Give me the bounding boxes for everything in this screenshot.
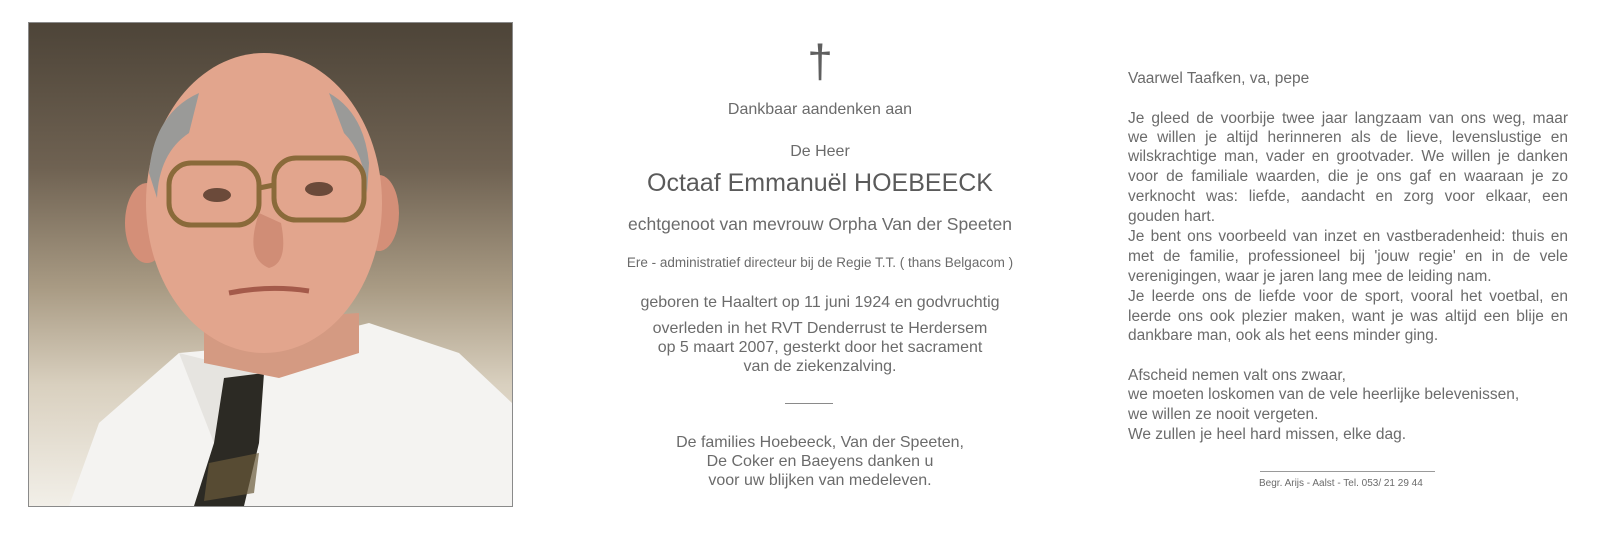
tribute-line: gouden hart. <box>1128 208 1216 225</box>
memorial-heading: Dankbaar aandenken aan <box>727 101 913 118</box>
life-line: van de ziekenzalving. <box>743 358 897 375</box>
closing-line: We zullen je heel hard missen, elke dag. <box>1128 426 1407 443</box>
tribute-line: met de familie, professioneel bij 'jouw regie' en in de vele <box>1128 248 1568 265</box>
life-line: overleden in het RVT Denderrust te Herdersem <box>652 320 988 337</box>
tribute-line: voor de familiale waarden, die je ons gaf en waaraan je zo <box>1128 168 1568 185</box>
tribute-line: dankbare man, ook als het eens minder ging. <box>1128 327 1439 344</box>
divider <box>785 403 833 404</box>
life-line: geboren te Haaltert op 11 juni 1924 en godvruchtig <box>640 294 1000 311</box>
family-line: De Coker en Baeyens danken u <box>706 453 934 470</box>
portrait-illustration <box>29 23 512 506</box>
deceased-name: Octaaf Emmanuël HOEBEECK <box>647 169 993 197</box>
footer-divider <box>1260 471 1435 472</box>
closing-line: Afscheid nemen valt ons zwaar, <box>1128 367 1346 384</box>
cross-icon: † <box>807 35 833 87</box>
closing-line: we willen ze nooit vergeten. <box>1128 406 1319 423</box>
occupation-line: Ere - administratief directeur bij de Regie T.T. ( thans Belgacom ) <box>626 255 1014 270</box>
tribute-line: Je bent ons voorbeeld van inzet en vastberadenheid: thuis en <box>1128 228 1568 245</box>
life-line: op 5 maart 2007, gesterkt door het sacrament <box>657 339 983 356</box>
tribute-line: we willen je altijd herinneren als de lieve, levenslustige en <box>1128 129 1568 146</box>
portrait-photo <box>28 22 513 507</box>
spouse-line: echtgenoot van mevrouw Orpha Van der Speeten <box>628 214 1012 234</box>
tribute-line: Je gleed de voorbije twee jaar langzaam van ons weg, maar <box>1128 110 1568 127</box>
tribute-line: leerde ons ook plezier maken, want je was altijd een blije en <box>1128 308 1568 325</box>
title-prefix: De Heer <box>790 143 850 160</box>
closing-line: we moeten loskomen van de vele heerlijke belevenissen, <box>1128 386 1520 403</box>
farewell-line: Vaarwel Taafken, va, pepe <box>1128 70 1310 87</box>
family-line: voor uw blijken van medeleven. <box>708 472 932 489</box>
tribute-line: wilskrachtige man, vader en grootvader. We willen je danken <box>1128 148 1568 165</box>
tribute-line: verknocht was: liefde, aandacht en zorg voor elkaar, een <box>1128 188 1568 205</box>
memorial-column <box>560 0 1080 539</box>
funeral-home-credit: Begr. Arijs - Aalst - Tel. 053/ 21 29 44 <box>1259 478 1423 489</box>
tribute-line: Je leerde ons de liefde voor de sport, vooral het voetbal, en <box>1128 288 1568 305</box>
family-line: De families Hoebeeck, Van der Speeten, <box>676 434 964 451</box>
tribute-column <box>1128 0 1568 539</box>
tribute-line: verenigingen, waar je jaren lang mee de leiding nam. <box>1128 268 1492 285</box>
